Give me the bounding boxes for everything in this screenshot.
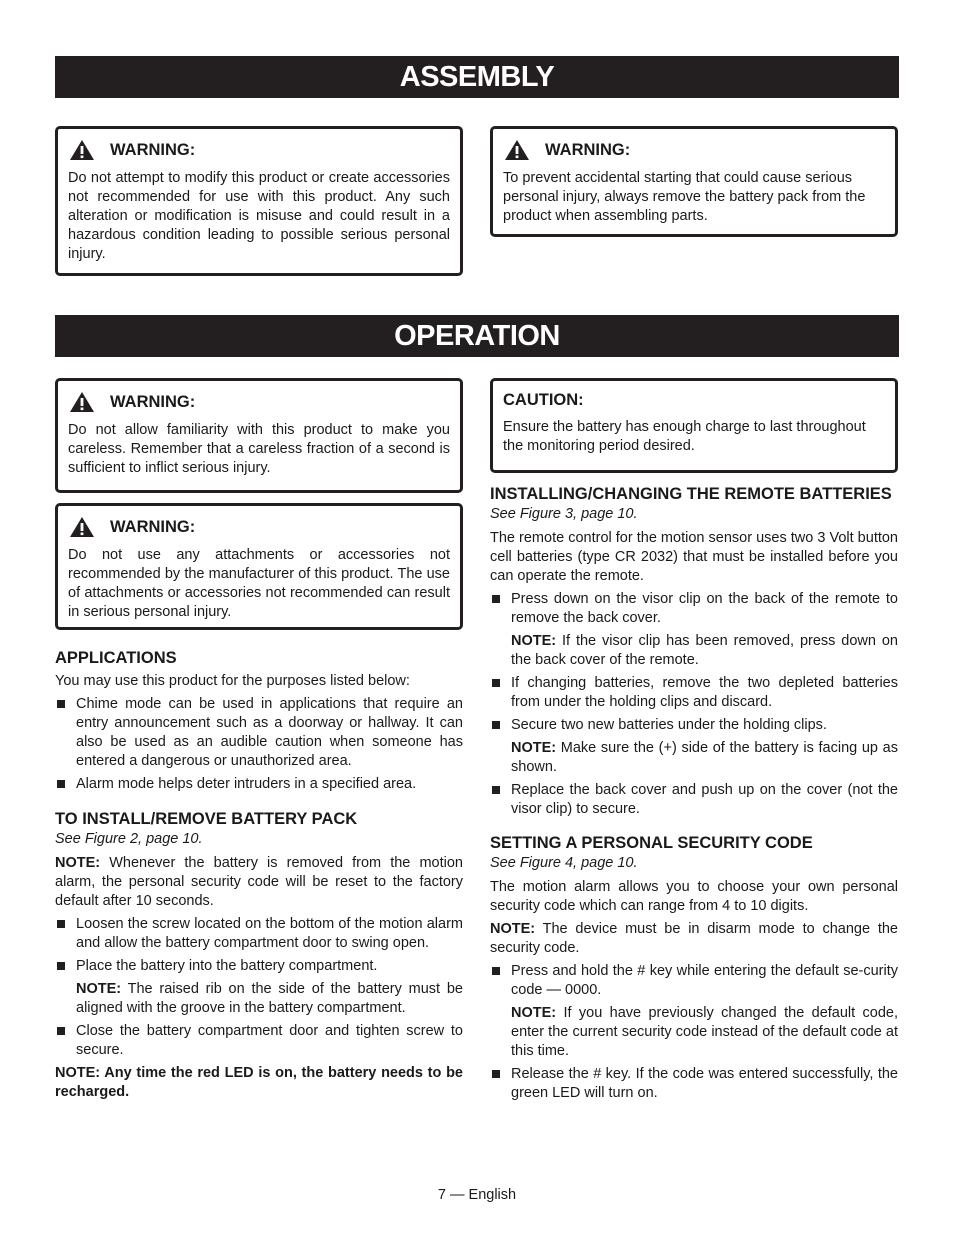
remote-batteries-subnote-2: NOTE: Make sure the (+) side of the battery is facing up as shown. [511, 740, 898, 775]
figure-reference: See Figure 3, page 10. [490, 506, 638, 522]
page-footer: 7 — English [437, 1187, 517, 1203]
battery-pack-final-note: NOTE: Any time the red LED is on, the battery needs to be recharged. [55, 1065, 463, 1100]
list-item: Place the battery into the battery compartment. [55, 957, 463, 976]
bullet-square-icon [57, 920, 65, 928]
caution-label: CAUTION: [503, 391, 584, 409]
operation-warning-box-1 [55, 378, 463, 493]
battery-pack-list [55, 915, 463, 976]
list-item: Loosen the screw located on the bottom of the motion alarm and allow the battery compartment door to swing open. [55, 915, 463, 953]
warning-triangle-icon [69, 516, 95, 538]
list-item: Replace the back cover and push up on the cover (not the visor clip) to secure. [490, 781, 898, 819]
list-item: Press down on the visor clip on the back of the remote to remove the back cover. [490, 590, 898, 628]
list-item: Chime mode can be used in applications that require an entry announcement such as a doorway or hallway. It can also be used as an audible caution when someone has entered a dangerous or unauthorized area. [55, 695, 463, 771]
battery-pack-heading: TO INSTALL/REMOVE BATTERY PACK [55, 810, 358, 828]
warning-text: Do not attempt to modify this product or create accessories not recommended for use with this product. Any such alteration or modification is misuse and could result in a hazardous condition leading to possible serious personal injury. [68, 170, 450, 262]
warning-text: Do not use any attachments or accessories not recommended by the manufacturer of this product. The use of attachments or accessories not recommended can result in serious personal injury. [68, 547, 450, 620]
warning-triangle-icon [504, 139, 530, 161]
caution-text: Ensure the battery has enough charge to last throughout the monitoring period desired. [503, 419, 866, 454]
list-item: Secure two new batteries under the holding clips. [490, 716, 898, 735]
bullet-square-icon [492, 721, 500, 729]
assembly-heading: ASSEMBLY [55, 56, 899, 98]
assembly-warning-box-left [55, 126, 463, 276]
applications-heading: APPLICATIONS [55, 649, 177, 667]
operation-warning-box-2 [55, 503, 463, 630]
list-item: If changing batteries, remove the two depleted batteries from under the holding clips and discard. [490, 674, 898, 712]
caution-box [490, 378, 898, 473]
list-item: Release the # key. If the code was entered successfully, the green LED will turn on. [490, 1065, 898, 1103]
warning-text: Do not allow familiarity with this product to make you careless. Remember that a careless fraction of a second is sufficient to inflict serious injury. [68, 422, 450, 476]
security-code-subnote: NOTE: If you have previously changed the default code, enter the current security code instead of the default code at this time. [511, 1005, 898, 1059]
warning-triangle-icon [69, 391, 95, 413]
warning-label: WARNING: [110, 392, 196, 411]
bullet-square-icon [492, 967, 500, 975]
security-code-intro: The motion alarm allows you to choose your own personal security code which can range from 4 to 10 digits. [490, 879, 898, 914]
bullet-square-icon [57, 780, 65, 788]
list-item: Close the battery compartment door and tighten screw to secure. [55, 1022, 463, 1060]
bullet-square-icon [492, 595, 500, 603]
security-code-list [490, 962, 898, 1000]
figure-reference: See Figure 2, page 10. [55, 831, 203, 847]
security-code-note: NOTE: The device must be in disarm mode to change the security code. [490, 921, 898, 956]
operation-heading: OPERATION [55, 315, 899, 357]
list-item: Press and hold the # key while entering the default se-curity code — 0000. [490, 962, 898, 1000]
security-code-list-2 [490, 1065, 898, 1103]
bullet-square-icon [492, 679, 500, 687]
bullet-square-icon [492, 786, 500, 794]
remote-batteries-list [490, 590, 898, 628]
applications-list [55, 695, 463, 794]
warning-label: WARNING: [110, 140, 196, 159]
bullet-square-icon [492, 1070, 500, 1078]
right-column [490, 483, 898, 1107]
list-item: Alarm mode helps deter intruders in a specified area. [55, 775, 463, 794]
bullet-square-icon [57, 962, 65, 970]
warning-label: WARNING: [545, 140, 631, 159]
remote-batteries-list-3 [490, 781, 898, 819]
remote-batteries-heading: INSTALLING/CHANGING THE REMOTE BATTERIES [490, 485, 892, 503]
security-code-heading: SETTING A PERSONAL SECURITY CODE [490, 834, 813, 852]
applications-intro: You may use this product for the purposes listed below: [55, 673, 410, 689]
bullet-square-icon [57, 700, 65, 708]
battery-pack-note: NOTE: Whenever the battery is removed from the motion alarm, the personal security code will be reset to the factory default after 10 seconds. [55, 855, 463, 909]
battery-pack-list-2 [55, 1022, 463, 1060]
assembly-warning-box-right [490, 126, 898, 237]
remote-batteries-subnote-1: NOTE: If the visor clip has been removed, press down on the back cover of the remote. [511, 633, 898, 668]
bullet-square-icon [57, 1027, 65, 1035]
warning-text: To prevent accidental starting that could cause serious personal injury, always remove the battery pack from the product when assembling parts. [503, 170, 866, 224]
remote-batteries-intro: The remote control for the motion sensor uses two 3 Volt button cell batteries (type CR 2032) that must be installed before you can operate the remote. [490, 530, 898, 584]
battery-pack-subnote: NOTE: The raised rib on the side of the battery must be aligned with the groove in the battery compartment. [76, 981, 463, 1016]
left-column [55, 647, 463, 1106]
warning-triangle-icon [69, 139, 95, 161]
warning-label: WARNING: [110, 517, 196, 536]
remote-batteries-list-2 [490, 674, 898, 735]
figure-reference: See Figure 4, page 10. [490, 855, 638, 871]
